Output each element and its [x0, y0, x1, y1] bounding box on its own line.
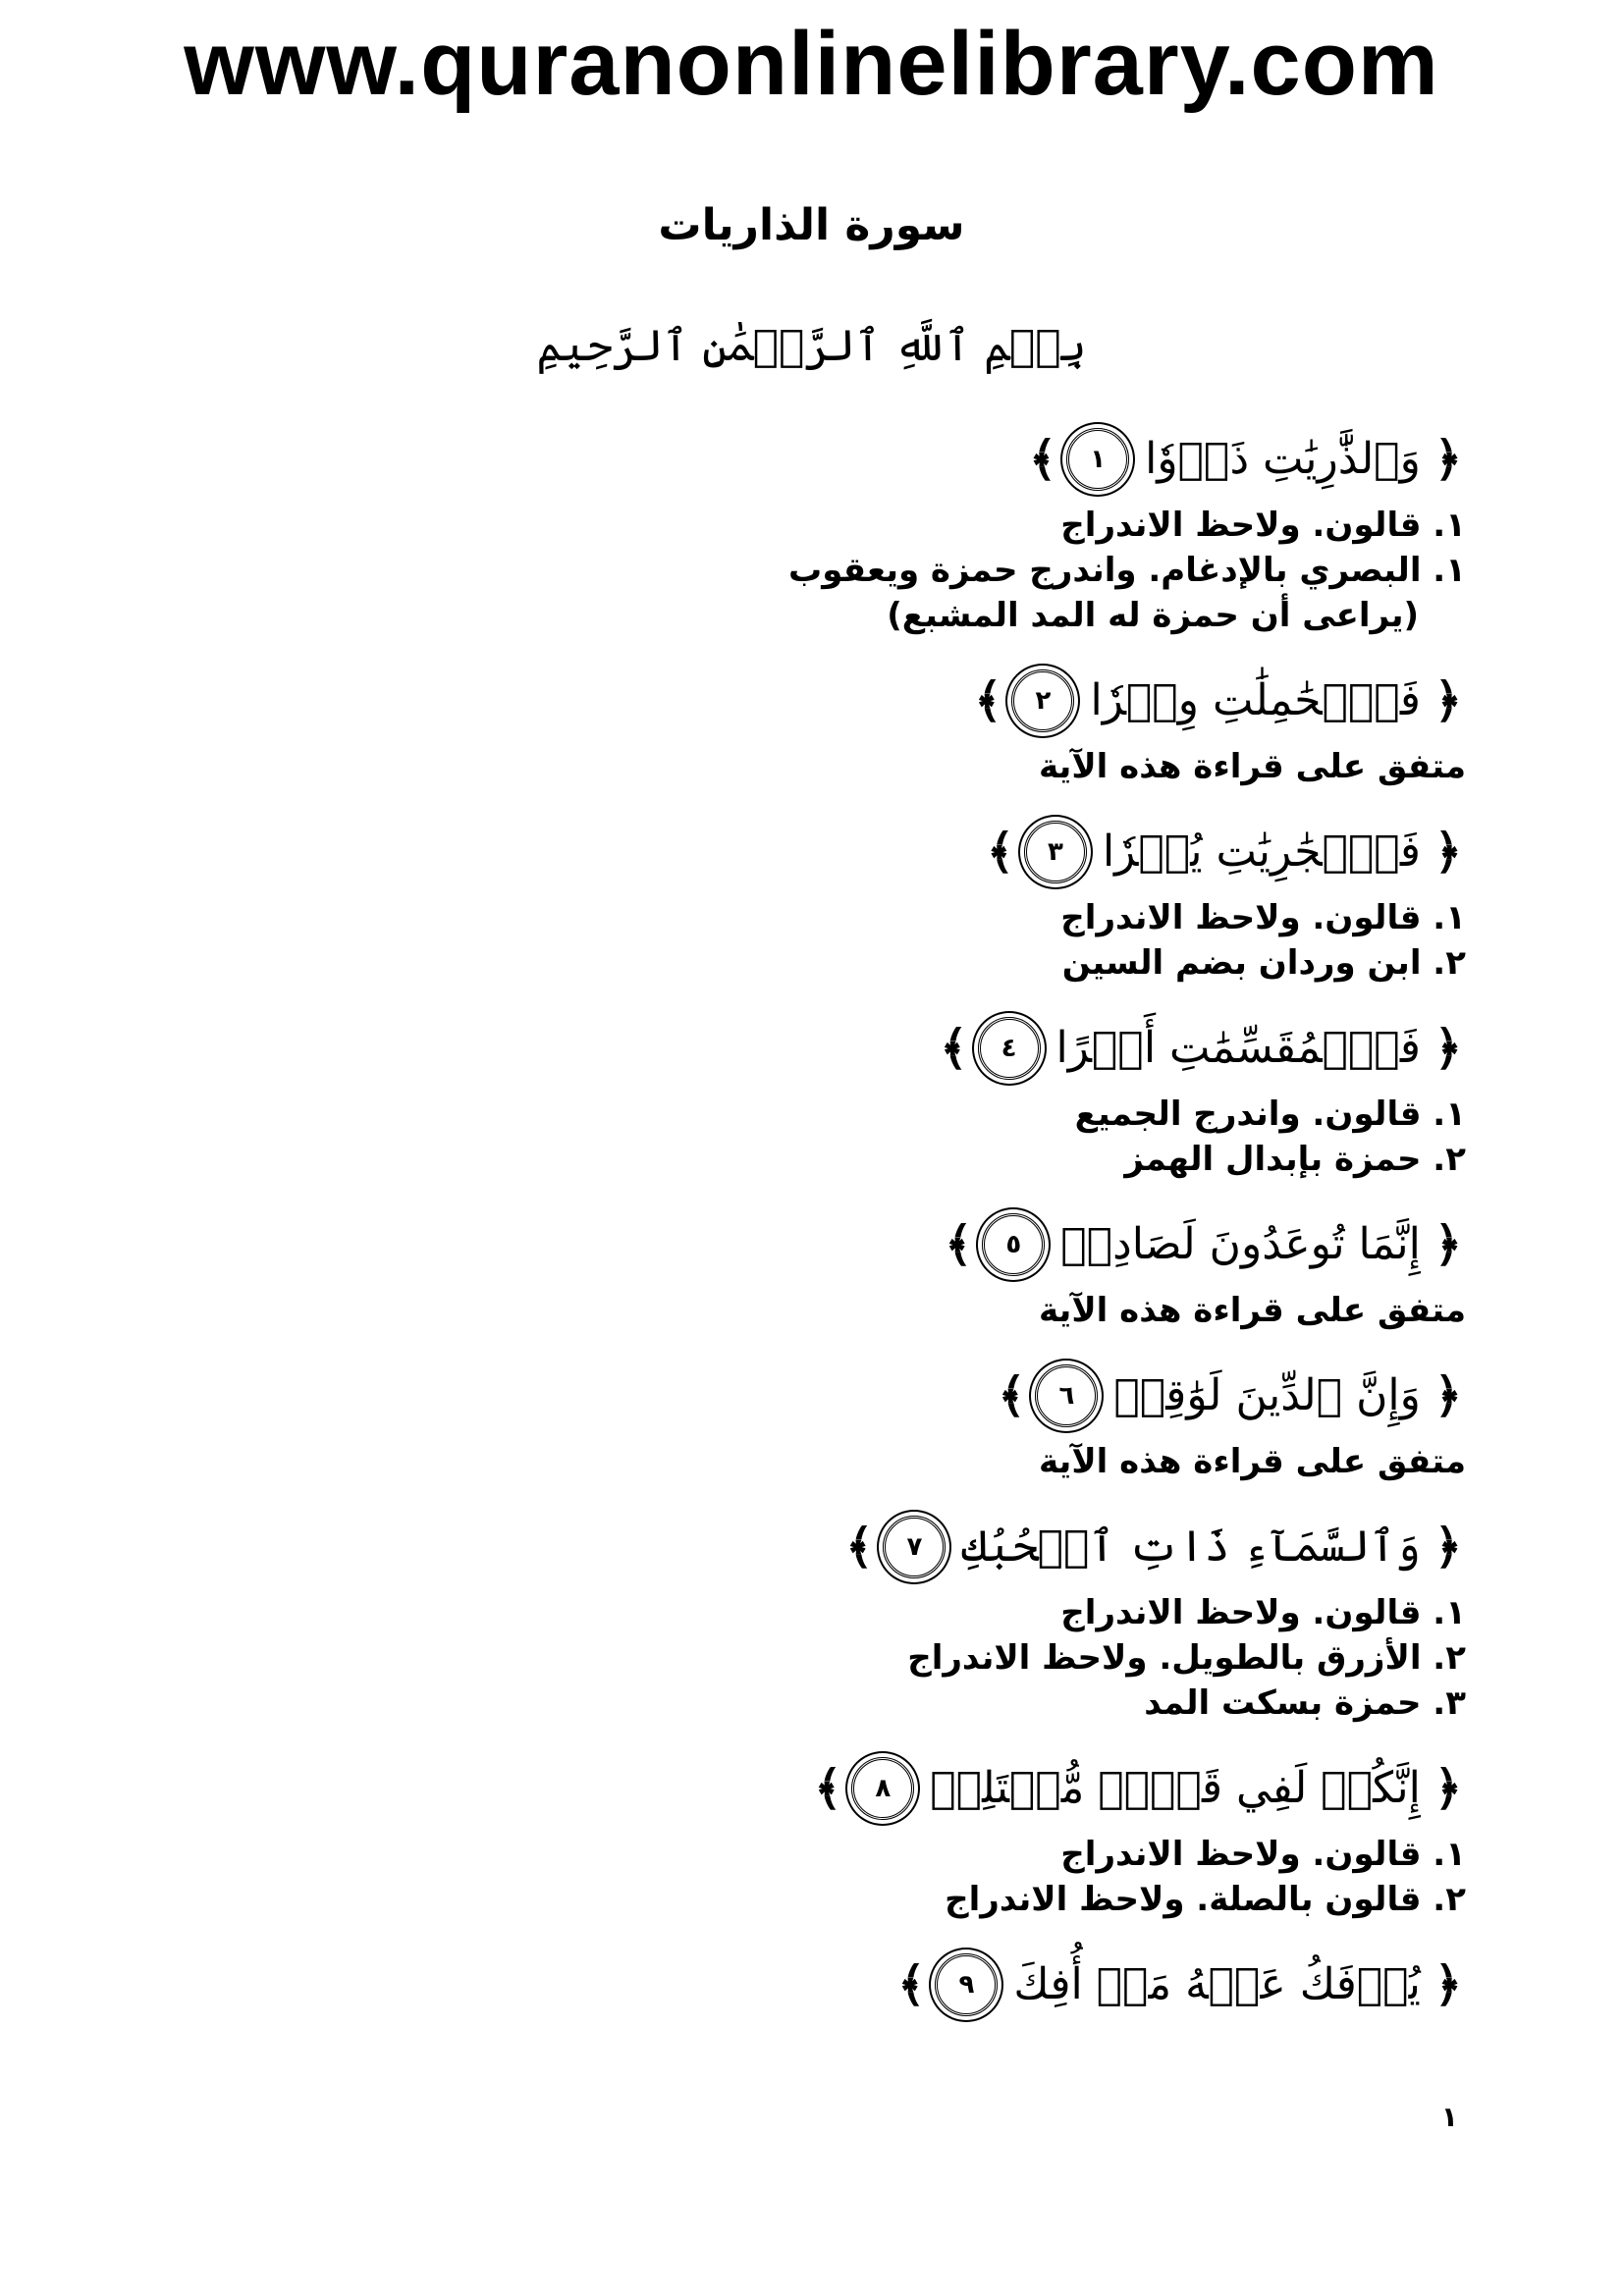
ornament-open-icon: ﴿	[1434, 432, 1462, 487]
ayah-line	[386, 1009, 1466, 1088]
ornament-open-icon: ﴿	[1434, 1520, 1462, 1575]
verse-block	[386, 1508, 1466, 1726]
note-line: ١. قالون. ولاحظ الاندراج	[1060, 1593, 1466, 1632]
ayah-line	[386, 813, 1466, 891]
note-line: ١. قالون. واندرج الجميع	[1074, 1095, 1466, 1134]
verse-block	[386, 1946, 1466, 2024]
verse-notes	[386, 744, 1466, 789]
verse-notes	[386, 1590, 1466, 1726]
ornament-close-icon: ﴾	[814, 1761, 842, 1816]
ornament-close-icon: ﴾	[986, 825, 1014, 880]
ayah-number-medallion: ٢	[1011, 669, 1074, 732]
verse-block	[386, 420, 1466, 638]
ornament-close-icon: ﴾	[998, 1368, 1026, 1423]
note-line: ٣. حمزة بسكت المد	[1144, 1683, 1466, 1723]
note-line: ١. قالون. ولاحظ الاندراج	[1060, 898, 1466, 937]
ayah-number-medallion: ٧	[883, 1516, 946, 1578]
verse-block	[386, 662, 1466, 789]
ornament-open-icon: ﴿	[1434, 1368, 1462, 1423]
ornament-open-icon: ﴿	[1434, 673, 1462, 728]
ayah-text: فَٱلۡمُقَسِّمَٰتِ أَمۡرًا	[1055, 1023, 1421, 1073]
ayah-text: يُؤۡفَكُ عَنۡهُ مَنۡ أُفِكَ	[1013, 1959, 1421, 2009]
ayah-text: وَإِنَّ ٱلدِّينَ لَوَٰقِعٞ	[1113, 1370, 1421, 1420]
verse-notes	[386, 1832, 1466, 1922]
note-line: ٢. حمزة بإبدال الهمز	[1124, 1140, 1466, 1179]
ayah-number-medallion: ٣	[1024, 821, 1087, 883]
ayah-number-medallion: ٤	[978, 1017, 1041, 1080]
note-line: متفق على قراءة هذه الآية	[1038, 1442, 1466, 1481]
ornament-close-icon: ﴾	[845, 1520, 874, 1575]
note-line: ١. قالون. ولاحظ الاندراج	[1060, 1835, 1466, 1874]
note-line: ٢. قالون بالصلة. ولاحظ الاندراج	[945, 1880, 1466, 1919]
ayah-line	[386, 1508, 1466, 1586]
ayah-number-medallion: ٦	[1035, 1364, 1098, 1427]
verse-notes	[386, 1092, 1466, 1182]
ayah-number-medallion: ٥	[982, 1213, 1045, 1276]
note-line: متفق على قراءة هذه الآية	[1038, 747, 1466, 786]
ornament-open-icon: ﴿	[1434, 1761, 1462, 1816]
note-line: ٢. الأزرق بالطويل. ولاحظ الاندراج	[907, 1638, 1466, 1678]
basmala: بِسۡمِ ٱللَّهِ ٱلرَّحۡمَٰنِ ٱلرَّحِيمِ	[536, 321, 1087, 371]
verse-block	[386, 1357, 1466, 1484]
ayah-number-medallion: ١	[1066, 428, 1129, 491]
page-number: ١	[1440, 2101, 1458, 2133]
note-line: ١. البصري بالإدغام. واندرج حمزة ويعقوب	[788, 551, 1466, 590]
site-url-header: www.quranonlinelibrary.com	[184, 14, 1439, 114]
ornament-open-icon: ﴿	[1434, 1021, 1462, 1076]
ornament-open-icon: ﴿	[1434, 1957, 1462, 2012]
ornament-close-icon: ﴾	[897, 1957, 926, 2012]
verse-notes	[386, 503, 1466, 638]
ayah-line	[386, 420, 1466, 499]
note-line: متفق على قراءة هذه الآية	[1038, 1291, 1466, 1330]
ayah-text: فَٱلۡحَٰمِلَٰتِ وِقۡرٗا	[1090, 675, 1421, 725]
ornament-close-icon: ﴾	[974, 673, 1002, 728]
verse-notes	[386, 895, 1466, 986]
ornament-close-icon: ﴾	[1029, 432, 1057, 487]
ayah-text: فَٱلۡجَٰرِيَٰتِ يُسۡرٗا	[1102, 827, 1421, 877]
ornament-close-icon: ﴾	[945, 1217, 973, 1272]
note-line: ١. قالون. ولاحظ الاندراج	[1060, 506, 1466, 545]
verse-block	[386, 1749, 1466, 1922]
verse-notes	[386, 1439, 1466, 1484]
ayah-line	[386, 1946, 1466, 2024]
ayah-line	[386, 1357, 1466, 1435]
ayah-line	[386, 1205, 1466, 1284]
ayah-text: إِنَّمَا تُوعَدُونَ لَصَادِقٞ	[1060, 1219, 1421, 1269]
verse-block	[386, 1205, 1466, 1333]
surah-title: سورة الذاريات	[658, 200, 965, 250]
verse-block	[386, 1009, 1466, 1182]
note-line: (يراعى أن حمزة له المد المشبع)	[887, 596, 1419, 635]
ornament-open-icon: ﴿	[1434, 825, 1462, 880]
verse-block	[386, 813, 1466, 986]
ayah-line	[386, 1749, 1466, 1828]
ayah-line	[386, 662, 1466, 740]
ayah-text: إِنَّكُمۡ لَفِي قَوۡلٖ مُّخۡتَلِفٖ	[930, 1763, 1421, 1813]
ayah-number-medallion: ٨	[851, 1757, 914, 1820]
ornament-open-icon: ﴿	[1434, 1217, 1462, 1272]
verses-list	[386, 420, 1466, 2048]
note-line: ٢. ابن وردان بضم السين	[1061, 943, 1466, 983]
ayah-text: وَٱلذَّٰرِيَٰتِ ذَرۡوٗا	[1145, 434, 1421, 484]
ayah-number-medallion: ٩	[935, 1953, 998, 2016]
ayah-text: وَٱلسَّمَآءِ ذَاتِ ٱلۡحُبُكِ	[961, 1522, 1421, 1572]
verse-notes	[386, 1288, 1466, 1333]
ornament-close-icon: ﴾	[940, 1021, 968, 1076]
